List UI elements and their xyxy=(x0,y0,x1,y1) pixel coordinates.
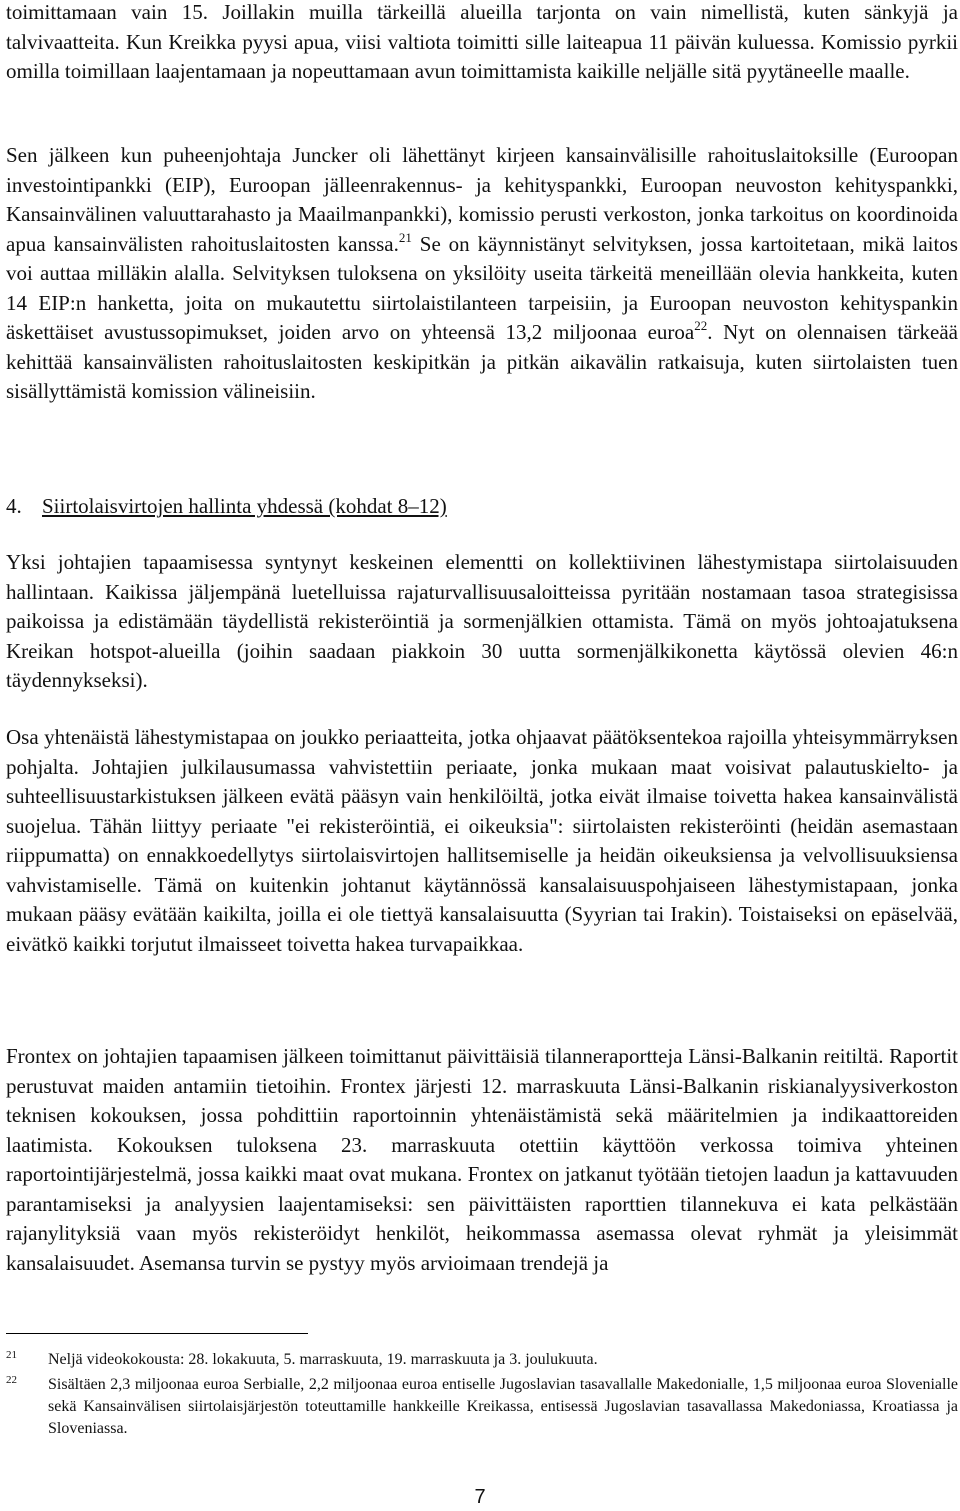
page-number: 7 xyxy=(474,1486,486,1508)
paragraph-text: toimittamaan vain 15. Joillakin muilla tärkeillä alueilla tarjonta on vain nimellistä, kuten sänkyjä ja talvivaatteita. Kun Kreikka pyysi apua, viisi valtiota toimitti sille laiteapua 11 päivän kuluessa. Komissio pyrkii omilla toimillaan laajentamaan ja nopeuttamaan avun toimittamista kaikille neljälle sitä pyytäneelle maalle. xyxy=(6,0,958,83)
section-title: Siirtolaisvirtojen hallinta yhdessä (kohdat 8–12) xyxy=(42,494,447,518)
paragraph-principles xyxy=(6,723,958,959)
footnote-text: Neljä videokokousta: 28. lokakuuta, 5. marraskuuta, 19. marraskuuta ja 3. joulukuuta. xyxy=(48,1351,598,1368)
footnote-ref-22[interactable]: 22 xyxy=(694,318,708,333)
paragraph-frontex xyxy=(6,1042,958,1278)
footnote-ref-21[interactable]: 21 xyxy=(398,229,412,245)
footnote-mark: 22 xyxy=(6,1374,17,1386)
paragraph-text: Se on käynnistänyt selvityksen, jossa kartoitetaan, mikä laitos voi auttaa milläkin alalla. Selvityksen tuloksena on yksilöity useita tärkeitä meneillään olevia hankkeita, kuten 14 EIP:n hanketta, joita on mukautettu siirtolaistilanteen tarpeisiin, ja Euroopan neuvoston kehityspankin äskettäiset avustussopimukset, joiden arvo on yhteensä 13,2 miljoonaa euroa xyxy=(6,231,958,344)
paragraph-text: Sen jälkeen kun puheenjohtaja Juncker oli lähettänyt kirjeen kansainvälisille rahoituslaitoksille (Euroopan investointipankki (EIP), Euroopan jälleenrakennus- ja kehityspankki, Euroopan neuvoston kehityspankki, Kansainvälinen valuuttarahasto ja Maailmanpankki), komissio perusti verkoston, jonka tarkoitus on koordinoida apua kansainvälisten rahoituslaitosten kanssa. xyxy=(6,143,958,256)
footnote-text: Sisältäen 2,3 miljoonaa euroa Serbialle, 2,2 miljoonaa euroa entiselle Jugoslavian tasavallalle Makedonialle, 1,5 miljoonaa euroa Slovenialle sekä Kansainvälisen siirtolaisjärjestön toteuttamille hankkeille Kreikassa, entisessä Jugoslavian tasavallassa Makedoniassa, Kroatiassa ja Sloveniassa. xyxy=(48,1376,958,1437)
section-number: 4. xyxy=(6,494,22,518)
paragraph-continued xyxy=(6,0,958,87)
paragraph-text: . Nyt on olennaisen tärkeää kehittää kansainvälisten rahoituslaitosten keskipitkän ja pitkän aikavälin ratkaisuja, kuten siirtolaisten tuen sisällyttämistä komission välineisiin. xyxy=(6,320,958,403)
section-heading xyxy=(6,492,958,522)
paragraph-collective-approach xyxy=(6,548,958,696)
footnote-mark: 21 xyxy=(6,1349,17,1361)
paragraph-text: Yksi johtajien tapaamisessa syntynyt keskeinen elementti on kollektiivinen lähestymistapa siirtolaisuuden hallintaan. Kaikissa jäljempänä luetelluissa rajaturvallisuusaloitteissa pyritään nostamaan tasoa strategisissa paikoissa ja edistämään täydellistä rekisteröintiä ja sormenjälkien ottamista. Tämä on myös johtoajatuksena Kreikan hotspot-alueilla (joihin saadaan piakkoin 30 uutta sormenjälkikonetta käytössä olevien 46:n täydennykseksi). xyxy=(6,550,958,692)
paragraph-text: Osa yhtenäistä lähestymistapaa on joukko periaatteita, jotka ohjaavat päätöksentekoa rajoilla yhteisymmärryksen pohjalta. Johtajien julkilausumassa vahvistettiin periaate, jonka mukaan maat voisivat palautuskielto- ja suhteellisuustarkistuksen jälkeen evätä pääsyn vain henkilöiltä, jotka eivät ilmaise toivetta hakea kansainvälistä suojelua. Tähän liittyy periaate "ei rekisteröintiä, ei oikeuksia": siirtolaisten rekisteröinti (heidän asemastaan riippumatta) on ennakkoedellytys siirtolaisvirtojen hallitsemiselle ja heidän oikeuksiensa ja velvollisuuksiensa vahvistamiselle. Tämä on kuitenkin johtanut käytännössä kansalaisuuspohjaiseen lähestymistapaan, jonka mukaan pääsy evätään kaikilta, joilla ei ole tiettyä kansalaisuutta (Syyrian tai Irakin). Toistaiseksi on epäselvää, eivätkö kaikki torjutut ilmaisseet toivetta hakea turvapaikkaa. xyxy=(6,725,958,956)
paragraph-financial-institutions xyxy=(6,141,958,407)
paragraph-text: Frontex on johtajien tapaamisen jälkeen toimittanut päivittäisiä tilanneraportteja Länsi-Balkanin reitiltä. Raportit perustuvat maiden antamiin tietoihin. Frontex järjesti 12. marraskuuta Länsi-Balkanin riskianalyysiverkoston teknisen kokouksen, jossa pohdittiin raportoinnin yhtenäistämistä sekä määritelmien ja indikaattoreiden laatimista. Kokouksen tuloksena 23. marraskuuta otettiin käyttöön verkossa toimiva yhteinen raportointijärjestelmä, jossa kaikki maat ovat mukana. Frontex on jatkanut työtään tietojen laadun ja kattavuuden parantamiseksi ja analyysien laajentamiseksi: sen päivittäisten raporttien tilannekuva ei kata pelkästään rajanylityksiä vaan myös rekisteröidyt henkilöt, heikommassa asemassa olevat ryhmät ja yleisimmät kansalaisuudet. Asemansa turvin se pystyy myös arvioimaan trendejä ja xyxy=(6,1044,958,1275)
footnote-22 xyxy=(6,1374,958,1440)
footnote-separator xyxy=(6,1333,308,1334)
footnotes xyxy=(6,1349,958,1440)
footnote-21 xyxy=(6,1349,958,1371)
